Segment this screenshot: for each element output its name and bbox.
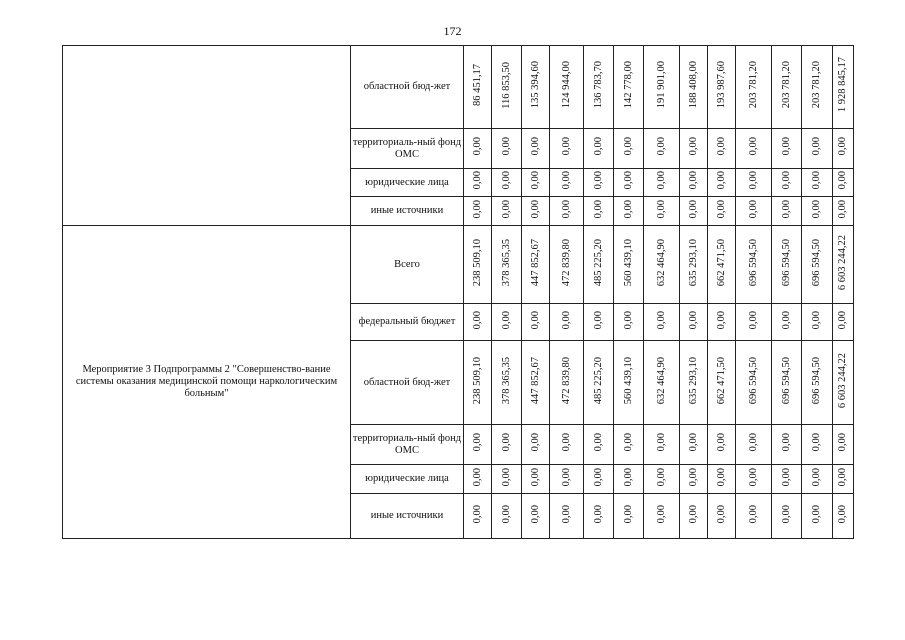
year-value: 0,00: [492, 304, 522, 341]
page-number: 172: [443, 24, 462, 38]
year-value: 662 471,50: [708, 341, 736, 425]
year-value: 0,00: [802, 129, 833, 169]
year-value: 0,00: [464, 169, 492, 197]
year-value: 696 594,50: [736, 226, 772, 304]
year-value: 0,00: [708, 465, 736, 494]
year-value: 662 471,50: [708, 226, 736, 304]
year-value: 0,00: [614, 494, 644, 539]
year-value: 0,00: [550, 465, 584, 494]
year-value: 193 987,60: [708, 46, 736, 129]
year-value: 472 839,80: [550, 226, 584, 304]
year-value: 0,00: [584, 129, 614, 169]
year-value: 0,00: [492, 494, 522, 539]
year-value: 0,00: [550, 304, 584, 341]
year-value: 485 225,20: [584, 341, 614, 425]
year-value: 0,00: [614, 197, 644, 226]
year-value: 0,00: [680, 304, 708, 341]
year-value: 0,00: [584, 304, 614, 341]
year-value: 0,00: [492, 425, 522, 465]
year-value: 560 439,10: [614, 226, 644, 304]
year-value: 0,00: [550, 197, 584, 226]
year-value: 0,00: [802, 425, 833, 465]
year-value: 0,00: [584, 169, 614, 197]
funding-source: иные источники: [351, 494, 464, 539]
year-value: 0,00: [802, 465, 833, 494]
total-value: 0,00: [833, 197, 854, 226]
year-value: 0,00: [680, 425, 708, 465]
year-value: 0,00: [614, 425, 644, 465]
table-row: [63, 46, 854, 129]
year-value: 0,00: [708, 169, 736, 197]
funding-source: областной бюд-жет: [351, 341, 464, 425]
year-value: 696 594,50: [772, 341, 802, 425]
year-value: 0,00: [522, 129, 550, 169]
year-value: 0,00: [708, 304, 736, 341]
year-value: 0,00: [614, 465, 644, 494]
total-value: 6 603 244,22: [833, 341, 854, 425]
year-value: 0,00: [550, 169, 584, 197]
total-value: 0,00: [833, 494, 854, 539]
year-value: 0,00: [522, 425, 550, 465]
year-value: 0,00: [644, 129, 680, 169]
funding-source: территориаль-ный фонд ОМС: [351, 425, 464, 465]
year-value: 560 439,10: [614, 341, 644, 425]
year-value: 0,00: [736, 494, 772, 539]
funding-source: иные источники: [351, 197, 464, 226]
total-value: 0,00: [833, 129, 854, 169]
year-value: 378 365,35: [492, 226, 522, 304]
year-value: 0,00: [680, 494, 708, 539]
year-value: 472 839,80: [550, 341, 584, 425]
year-value: 0,00: [550, 494, 584, 539]
year-value: 0,00: [802, 304, 833, 341]
funding-source: юридические лица: [351, 169, 464, 197]
year-value: 0,00: [802, 197, 833, 226]
year-value: 0,00: [736, 425, 772, 465]
year-value: 0,00: [584, 465, 614, 494]
total-value: 0,00: [833, 169, 854, 197]
year-value: 0,00: [464, 425, 492, 465]
year-value: 0,00: [522, 465, 550, 494]
table-row: [63, 226, 854, 304]
year-value: 0,00: [772, 129, 802, 169]
year-value: 142 778,00: [614, 46, 644, 129]
year-value: 0,00: [614, 129, 644, 169]
year-value: 191 901,00: [644, 46, 680, 129]
year-value: 0,00: [614, 304, 644, 341]
year-value: 696 594,50: [736, 341, 772, 425]
year-value: 0,00: [772, 169, 802, 197]
year-value: 378 365,35: [492, 341, 522, 425]
year-value: 0,00: [736, 304, 772, 341]
year-value: 135 394,60: [522, 46, 550, 129]
total-value: 6 603 244,22: [833, 226, 854, 304]
year-value: 0,00: [736, 465, 772, 494]
year-value: 0,00: [644, 197, 680, 226]
year-value: 0,00: [680, 169, 708, 197]
funding-source: Всего: [351, 226, 464, 304]
budget-table: [62, 45, 854, 539]
year-value: 238 509,10: [464, 341, 492, 425]
year-value: 447 852,67: [522, 341, 550, 425]
year-value: 0,00: [708, 129, 736, 169]
year-value: 0,00: [802, 169, 833, 197]
year-value: 0,00: [584, 494, 614, 539]
funding-source: федеральный бюджет: [351, 304, 464, 341]
year-value: 632 464,90: [644, 226, 680, 304]
funding-source: областной бюд-жет: [351, 46, 464, 129]
year-value: 203 781,20: [772, 46, 802, 129]
funding-source: юридические лица: [351, 465, 464, 494]
year-value: 86 451,17: [464, 46, 492, 129]
year-value: 0,00: [708, 494, 736, 539]
year-value: 0,00: [644, 494, 680, 539]
year-value: 0,00: [522, 304, 550, 341]
year-value: 0,00: [492, 197, 522, 226]
year-value: 632 464,90: [644, 341, 680, 425]
total-value: 0,00: [833, 465, 854, 494]
activity-cell: [63, 46, 351, 226]
year-value: 0,00: [522, 197, 550, 226]
year-value: 696 594,50: [772, 226, 802, 304]
year-value: 0,00: [708, 425, 736, 465]
year-value: 0,00: [736, 197, 772, 226]
year-value: 0,00: [772, 425, 802, 465]
funding-source: территориаль-ный фонд ОМС: [351, 129, 464, 169]
year-value: 696 594,50: [802, 341, 833, 425]
year-value: 696 594,50: [802, 226, 833, 304]
year-value: 0,00: [772, 197, 802, 226]
year-value: 0,00: [492, 465, 522, 494]
total-value: 0,00: [833, 304, 854, 341]
year-value: 0,00: [464, 494, 492, 539]
year-value: 0,00: [644, 169, 680, 197]
year-value: 0,00: [464, 304, 492, 341]
year-value: 0,00: [464, 465, 492, 494]
year-value: 0,00: [464, 197, 492, 226]
year-value: 0,00: [680, 197, 708, 226]
year-value: 0,00: [614, 169, 644, 197]
year-value: 0,00: [644, 465, 680, 494]
year-value: 0,00: [772, 465, 802, 494]
year-value: 0,00: [772, 304, 802, 341]
year-value: 447 852,67: [522, 226, 550, 304]
year-value: 203 781,20: [736, 46, 772, 129]
year-value: 0,00: [550, 425, 584, 465]
year-value: 635 293,10: [680, 341, 708, 425]
year-value: 0,00: [736, 169, 772, 197]
total-value: 0,00: [833, 425, 854, 465]
year-value: 0,00: [584, 197, 614, 226]
year-value: 0,00: [522, 169, 550, 197]
year-value: 0,00: [772, 494, 802, 539]
year-value: 238 509,10: [464, 226, 492, 304]
year-value: 124 944,00: [550, 46, 584, 129]
year-value: 0,00: [644, 425, 680, 465]
total-value: 1 928 845,17: [833, 46, 854, 129]
year-value: 0,00: [492, 129, 522, 169]
year-value: 485 225,20: [584, 226, 614, 304]
year-value: 0,00: [680, 129, 708, 169]
activity-cell: Мероприятие 3 Подпрограммы 2 "Совершенство-вание системы оказания медицинской помощи наркологическим больным": [63, 226, 351, 539]
year-value: 0,00: [550, 129, 584, 169]
year-value: 0,00: [708, 197, 736, 226]
year-value: 635 293,10: [680, 226, 708, 304]
year-value: 136 783,70: [584, 46, 614, 129]
year-value: 0,00: [736, 129, 772, 169]
year-value: 0,00: [644, 304, 680, 341]
year-value: 0,00: [584, 425, 614, 465]
year-value: 0,00: [522, 494, 550, 539]
year-value: 0,00: [802, 494, 833, 539]
year-value: 203 781,20: [802, 46, 833, 129]
year-value: 0,00: [680, 465, 708, 494]
year-value: 116 853,50: [492, 46, 522, 129]
year-value: 188 408,00: [680, 46, 708, 129]
year-value: 0,00: [492, 169, 522, 197]
year-value: 0,00: [464, 129, 492, 169]
